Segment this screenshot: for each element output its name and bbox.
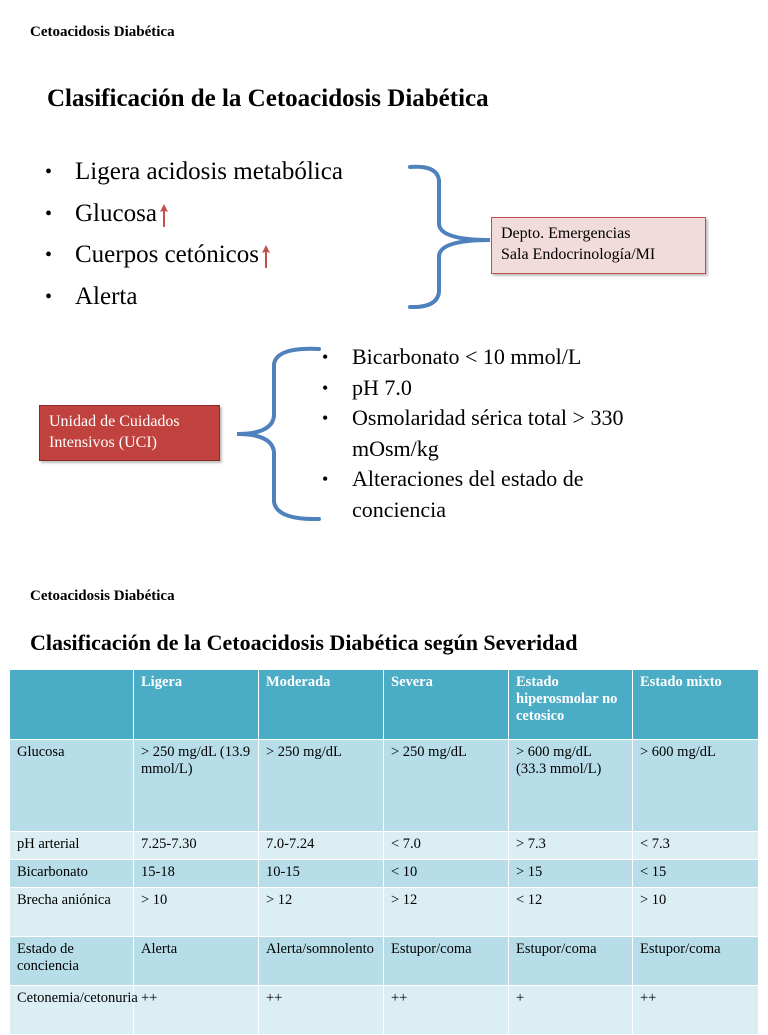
box-line: Depto. Emergencias [501, 225, 631, 242]
emergency-dept-box [491, 217, 706, 274]
bullet-text: Cuerpos cetónicos [75, 241, 259, 268]
up-arrow-icon [159, 199, 169, 229]
list-item [45, 282, 343, 324]
table-cell: < 15 [633, 860, 759, 888]
table-cell: > 250 mg/dL [384, 740, 509, 832]
bullet-text: Alteraciones del estado de conciencia [352, 466, 584, 522]
table-header-cell: Estado hiperosmolar no cetosico [509, 670, 633, 740]
table-cell: > 12 [259, 888, 384, 937]
table-header-cell: Ligera [134, 670, 259, 740]
icu-box [39, 405, 220, 461]
up-arrow-icon [261, 240, 271, 270]
table-cell: Estado de conciencia [10, 937, 134, 986]
severity-table [9, 669, 759, 1035]
table-cell: Estupor/coma [509, 937, 633, 986]
table-cell: > 10 [633, 888, 759, 937]
table-row [10, 986, 759, 1035]
table-cell: > 250 mg/dL [259, 740, 384, 832]
bullet-text: Ligera acidosis metabólica [75, 158, 343, 185]
table-cell: > 600 mg/dL [633, 740, 759, 832]
box-line: Sala Endocrinología/MI [501, 246, 656, 263]
list-item [322, 342, 702, 373]
table-cell: < 12 [509, 888, 633, 937]
table-row [10, 832, 759, 860]
table-row [10, 888, 759, 937]
table-cell: 7.25-7.30 [134, 832, 259, 860]
bullet-dot: • [322, 469, 329, 489]
slide2-title: Clasificación de la Cetoacidosis Diabética según Severidad [30, 630, 578, 655]
table-header-cell: Severa [384, 670, 509, 740]
table-cell: ++ [134, 986, 259, 1035]
slide1-header: Cetoacidosis Diabética [30, 24, 175, 40]
table-cell: Estupor/coma [384, 937, 509, 986]
bullet-dot: • [45, 285, 53, 308]
bullet-text: Bicarbonato < 10 mmol/L [352, 344, 582, 369]
table-cell: > 10 [134, 888, 259, 937]
bullet-dot: • [322, 347, 329, 367]
table-cell: ++ [633, 986, 759, 1035]
table-cell: > 12 [384, 888, 509, 937]
slide2-header: Cetoacidosis Diabética [30, 588, 175, 604]
list-item [45, 199, 343, 241]
list-item [322, 373, 702, 404]
bullet-dot: • [322, 408, 329, 428]
table-cell: < 7.0 [384, 832, 509, 860]
bullet-text: Alerta [75, 282, 138, 310]
table-header-row [10, 670, 759, 740]
slide1-title: Clasificación de la Cetoacidosis Diabética [47, 85, 489, 112]
table-cell: Brecha aniónica [10, 888, 134, 937]
list-item [322, 403, 672, 464]
table-cell: Estupor/coma [633, 937, 759, 986]
bullet-dot: • [45, 244, 53, 266]
table-header-cell: Estado mixto [633, 670, 759, 740]
table-cell: 15-18 [134, 860, 259, 888]
table-row [10, 860, 759, 888]
list-item [45, 157, 343, 199]
right-brace-icon [405, 162, 495, 312]
bullet-text: Glucosa [75, 199, 157, 227]
table-cell: Alerta/somnolento [259, 937, 384, 986]
bullet-text: Osmolaridad sérica total > 330 mOsm/kg [352, 405, 624, 461]
box-line: Intensivos (UCI) [49, 434, 157, 451]
table-cell: 7.0-7.24 [259, 832, 384, 860]
table-cell: Alerta [134, 937, 259, 986]
bullet-dot: • [45, 161, 53, 183]
table-cell: ++ [384, 986, 509, 1035]
table-cell: > 250 mg/dL (13.9 mmol/L) [134, 740, 259, 832]
table-cell: Cetonemia/cetonuria [10, 986, 134, 1035]
box-line: Unidad de Cuidados [49, 413, 180, 430]
bullet-text: pH 7.0 [352, 374, 412, 400]
table-cell: pH arterial [10, 832, 134, 860]
table-cell: > 15 [509, 860, 633, 888]
table-row [10, 937, 759, 986]
left-brace-icon [232, 344, 324, 524]
bullet-dot: • [45, 202, 53, 225]
table-cell: < 7.3 [633, 832, 759, 860]
table-cell: + [509, 986, 633, 1035]
table-cell: > 600 mg/dL (33.3 mmol/L) [509, 740, 633, 832]
table-cell: Bicarbonato [10, 860, 134, 888]
table-row [10, 740, 759, 832]
table-cell: Glucosa [10, 740, 134, 832]
table-cell: > 7.3 [509, 832, 633, 860]
bullet-dot: • [322, 377, 329, 398]
top-bullet-list [45, 157, 343, 323]
table-cell: < 10 [384, 860, 509, 888]
table-header-cell: Moderada [259, 670, 384, 740]
table-cell: 10-15 [259, 860, 384, 888]
bottom-bullet-list [322, 342, 702, 525]
table-header-cell [10, 670, 134, 740]
list-item [322, 464, 642, 525]
table-cell: ++ [259, 986, 384, 1035]
list-item [45, 240, 343, 282]
